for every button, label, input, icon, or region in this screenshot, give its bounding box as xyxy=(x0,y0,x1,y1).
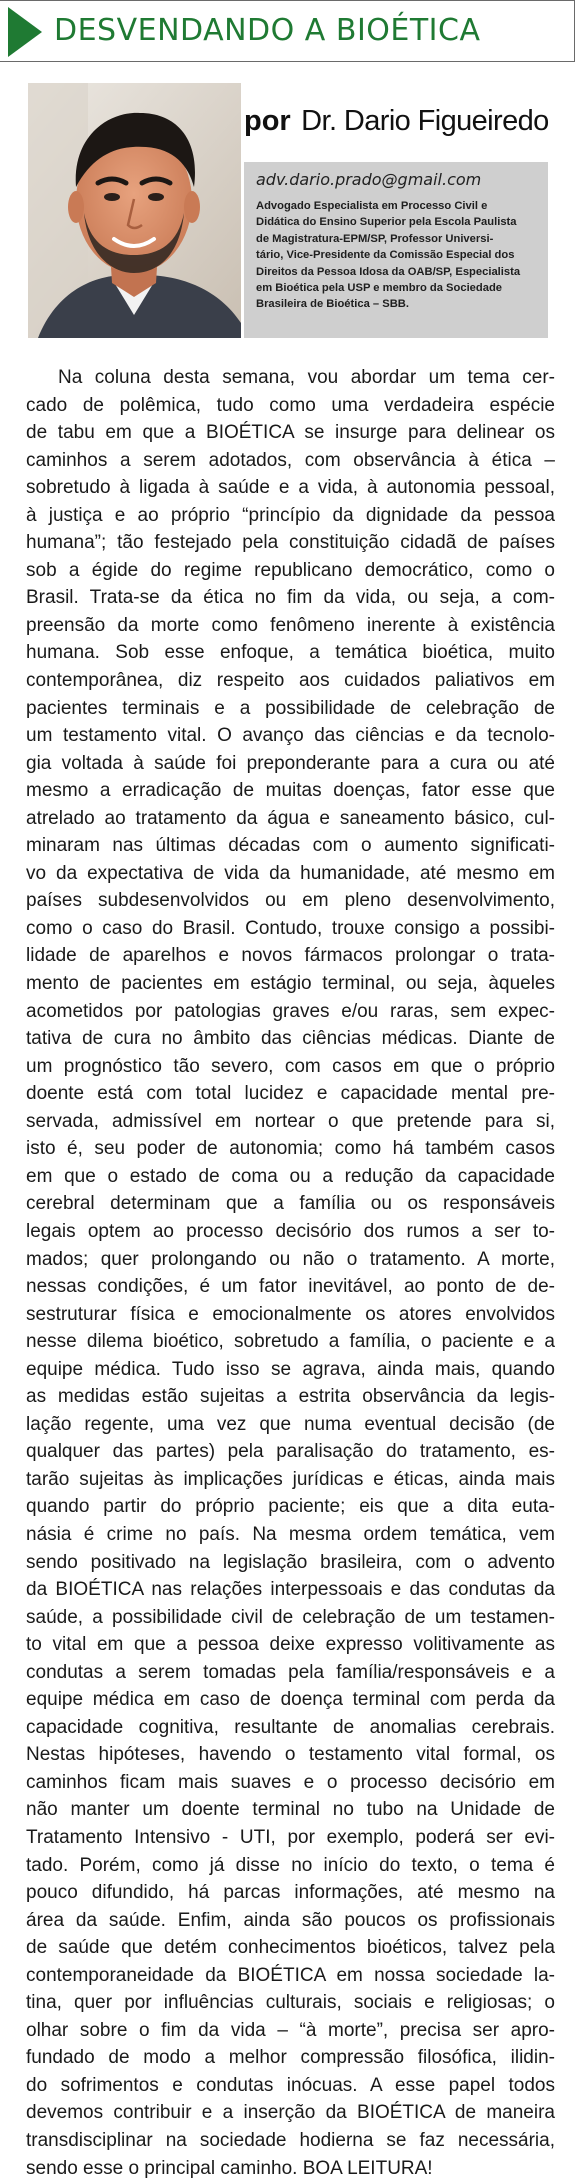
article-line: não manter um doente terminal no tubo na Unidade de xyxy=(26,1799,555,1821)
article-line: sob a égide do regime republicano democrático, como o xyxy=(26,559,555,581)
article-line: humana”; tão festejado pela constituição cidadã de países xyxy=(26,532,555,554)
article-body xyxy=(26,364,555,2182)
article-line: sobretudo à ligada à saúde e a vida, à autonomia pessoal, xyxy=(26,477,555,499)
article-line: caminhos a serem adotados, com observância à ética – xyxy=(26,449,555,471)
article-line: Na coluna desta semana, vou abordar um tema cer- xyxy=(58,367,555,388)
author-photo xyxy=(28,83,241,338)
article-line: as medidas estão sujeitas a estrita observância da legis- xyxy=(26,1386,555,1408)
article-line: nesse dilema bioético, sobretudo a família, o paciente e a xyxy=(26,1331,555,1353)
article-line: países subdesenvolvidos ou em pleno desenvolvimento, xyxy=(26,890,555,912)
column-title: DESVENDANDO A BIOÉTICA xyxy=(54,13,481,48)
article-line: tado. Porém, como já disse no início do texto, o tema é xyxy=(26,1854,555,1876)
article-line: cado de polêmica, tudo como uma verdadeira espécie xyxy=(26,394,555,416)
article-line: preensão da morte como fenômeno inerente à existência xyxy=(26,614,555,636)
article-line: to vital em que a pessoa deixe expresso volitivamente as xyxy=(26,1634,555,1656)
bio-line: em Bioética pela USP e membro da Sociedade xyxy=(256,282,503,295)
article-line: tativa de cura no âmbito das ciências médicas. Diante de xyxy=(26,1028,555,1050)
article-line: gia voltada à saúde foi preponderante para a cura ou até xyxy=(26,752,555,774)
article-line: Brasil. Trata-se da ética no fim da vida, ou seja, a com- xyxy=(26,587,555,609)
article-line: Nestas hipóteses, havendo o testamento vital formal, os xyxy=(26,1744,555,1766)
article-line: isto é, seu poder de autonomia; como há também casos xyxy=(26,1138,555,1160)
triangle-marker-icon xyxy=(8,7,42,57)
author-bio xyxy=(256,198,536,313)
article-line: contemporaneidade da BIOÉTICA em nossa sociedade la- xyxy=(26,1964,555,1986)
bio-line: Direitos da Pessoa Idosa da OAB/SP, Especialista xyxy=(256,265,521,278)
bio-line: de Magistratura-EPM/SP, Professor Universi- xyxy=(256,232,494,245)
article-line: pouco difundido, há parcas informações, até mesmo na xyxy=(26,1882,555,1904)
article-line: vo da expectativa de vida da humanidade, até mesmo em xyxy=(26,862,555,884)
article-line: como o caso do Brasil. Contudo, trouxe consigo a possibi- xyxy=(26,917,555,939)
article-line: quando partir do próprio paciente; eis que a dita euta- xyxy=(26,1496,555,1518)
article-line: equipe médica em caso de doença terminal com perda da xyxy=(26,1689,555,1711)
author-email[interactable]: adv.dario.prado@gmail.com xyxy=(256,170,482,189)
author-name: Dr. Dario Figueiredo xyxy=(301,105,549,137)
article-line: equipe médica. Tudo isso se agrava, ainda mais, quando xyxy=(26,1358,555,1380)
article-line: nessas condições, é um fator inevitável, ao ponto de de- xyxy=(26,1276,555,1298)
article-line: sestruturar física e emocionalmente os atores envolvidos xyxy=(26,1303,555,1325)
article-line: saúde, a possibilidade civil de celebração de um testamen- xyxy=(26,1606,555,1628)
article-line: cerebral determinam que a família ou os responsáveis xyxy=(26,1193,555,1215)
article-line: à justiça e ao próprio “princípio da dignidade da pessoa xyxy=(26,504,555,526)
column-header xyxy=(0,0,575,62)
article-line: fundado de modo a melhor compressão filosófica, ilidin- xyxy=(26,2047,555,2069)
article-line: de saúde que detém conhecimentos bioéticos, talvez pela xyxy=(26,1937,555,1959)
bio-line: Brasileira de Bioética – SBB. xyxy=(256,298,409,311)
article-line: qualquer das partes) pela paralisação do tratamento, es- xyxy=(26,1441,555,1463)
article-line: área da saúde. Enfim, ainda são poucos os profissionais xyxy=(26,1909,555,1931)
article-line: devemos contribuir e a inserção da BIOÉTICA de maneira xyxy=(26,2102,555,2124)
article-line: násia é crime no país. Na mesma ordem temática, vem xyxy=(26,1523,555,1545)
article-line: minaram nas últimas décadas com o aumento significati- xyxy=(26,835,555,857)
article-line: doente está com total lucidez e capacidade mental pre- xyxy=(26,1083,555,1105)
article-line: atrelado ao tratamento da água e saneamento básico, cul- xyxy=(26,807,555,829)
article-line: humana. Sob esse enfoque, a temática bioética, muito xyxy=(26,642,555,664)
article-line: olhar sobre o fim da vida – “à morte”, precisa ser apro- xyxy=(26,2019,555,2041)
article-line: um prognóstico tão severo, com casos em que o próprio xyxy=(26,1055,555,1077)
author-bio-box xyxy=(244,162,548,338)
bio-line: Didática do Ensino Superior pela Escola Paulista xyxy=(256,216,517,229)
article-line: pacientes terminais e a possibilidade de celebração de xyxy=(26,697,555,719)
article-line: mados; quer prolongando ou não o tratamento. A morte, xyxy=(26,1248,555,1270)
bio-line: tário, Vice-Presidente da Comissão Especial dos xyxy=(256,249,515,262)
article-line: Tratamento Intensivo - UTI, por exemplo, poderá ser evi- xyxy=(26,1826,555,1848)
article-line: transdisciplinar na sociedade hodierna se faz necessária, xyxy=(26,2130,555,2151)
article-line: em que o estado de coma ou a redução da capacidade xyxy=(26,1165,555,1187)
article-line: tina, quer por influências culturais, sociais e religiosas; o xyxy=(26,1992,555,2014)
article-line: acometidos por patologias graves e/ou raras, sem expec- xyxy=(26,1000,555,1022)
article-line: da BIOÉTICA nas relações interpessoais e das condutas da xyxy=(26,1579,555,1601)
article-line: um testamento vital. O avanço das ciências e da tecnolo- xyxy=(26,725,555,747)
article-line: sendo positivado na legislação brasileira, com o advento xyxy=(26,1551,555,1573)
bio-line: Advogado Especialista em Processo Civil e xyxy=(256,200,488,212)
byline-prefix: por xyxy=(244,105,291,137)
article-line: de tabu em que a BIOÉTICA se insurge para delinear os xyxy=(26,422,555,444)
article-line: lação regente, uma vez que numa eventual decisão (de xyxy=(26,1413,555,1435)
article-line: mento de pacientes em estágio terminal, ou seja, àqueles xyxy=(26,973,555,995)
article-line: legais optem ao processo decisório dos rumos a ser to- xyxy=(26,1220,555,1242)
article-line: contemporânea, diz respeito aos cuidados paliativos em xyxy=(26,670,555,692)
article-line: do sofrimentos e condutas inócuas. A esse papel todos xyxy=(26,2074,555,2096)
article-line: sendo esse o principal caminho. BOA LEITURA! xyxy=(26,2157,433,2179)
article-line: caminhos ficam mais suaves e o processo decisório em xyxy=(26,1771,555,1793)
article-line: lidade de aparelhos e novos fármacos prolongar o trata- xyxy=(26,945,555,967)
byline xyxy=(244,105,574,138)
article-line: condutas a serem tomadas pela família/responsáveis e a xyxy=(26,1661,555,1683)
article-line: servada, admissível em nortear o que pretende para si, xyxy=(26,1110,555,1132)
article-line: capacidade cognitiva, resultante de anomalias cerebrais. xyxy=(26,1716,555,1738)
article-line: mesmo a erradicação de muitas doenças, fator esse que xyxy=(26,780,555,802)
article-line: tarão sujeitas às implicações jurídicas e éticas, ainda mais xyxy=(26,1468,555,1490)
author-portrait-icon xyxy=(28,83,241,338)
